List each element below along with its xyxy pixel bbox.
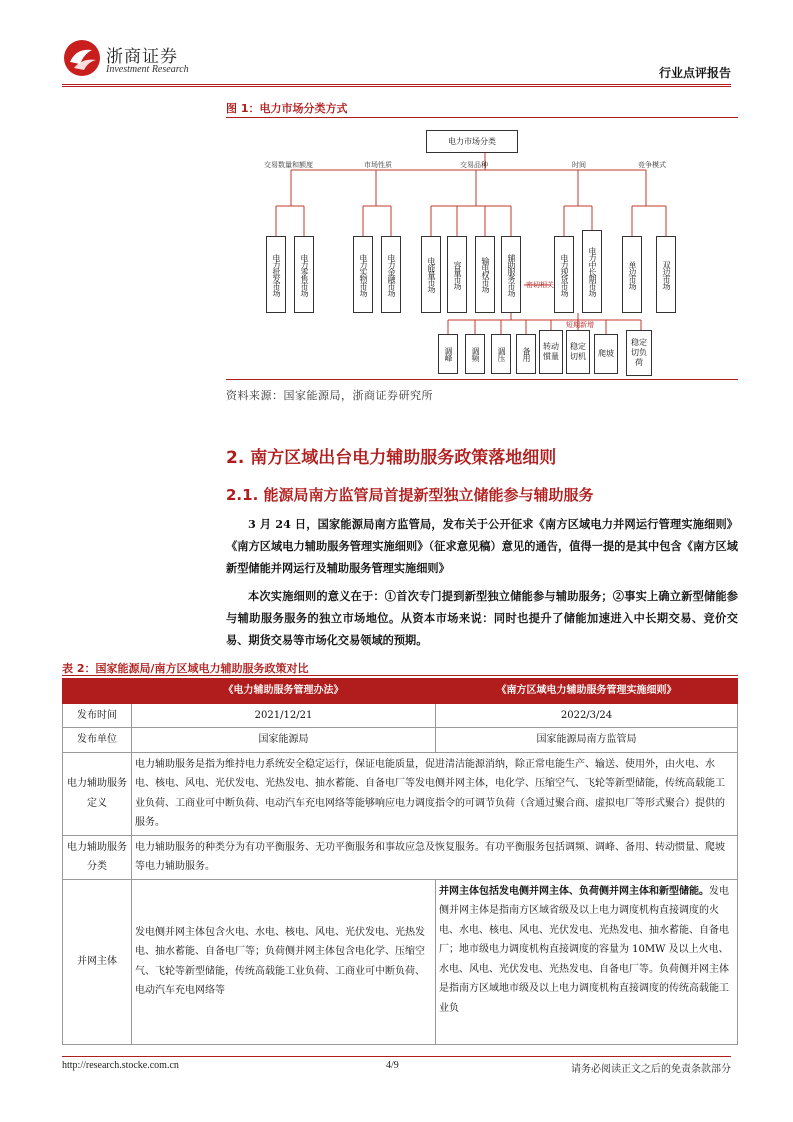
table-cell: 2021/12/21	[132, 703, 436, 728]
table-row	[63, 879, 738, 1044]
table-row	[63, 835, 738, 879]
table-cell-composite	[436, 879, 738, 1044]
group-label: 时间	[572, 161, 586, 169]
node-level1: 电力现货市场	[554, 236, 574, 313]
table-cell-bold-lead: 并网主体包括发电侧并网主体、负荷侧并网主体和新型储能。	[439, 885, 709, 897]
row-label: 发布时间	[63, 703, 132, 728]
root-node: 电力市场分类	[426, 130, 518, 153]
report-type: 行业点评报告	[658, 66, 731, 80]
node-level2: 转动惯量	[539, 330, 563, 374]
zheshang-logo-icon	[62, 38, 102, 78]
table-row	[63, 728, 738, 753]
row-label: 电力辅助服务分类	[63, 835, 132, 879]
table-cell: 发电侧并网主体包含火电、水电、核电、风电、光伏发电、光热发电、抽水蓄能、自备电厂等；负荷侧并网主体包含电化学、压缩空气、飞轮等新型储能，传统高载能工业负荷、工商业可中断负荷、电动汽车充电网络等	[132, 879, 436, 1044]
brand-name: 浙商证券	[106, 47, 178, 67]
table-cell-merged: 电力辅助服务的种类分为有功平衡服务、无功平衡服务和事故应急及恢复服务。有功平衡服务包括调频、调峰、备用、转动惯量、爬坡等电力辅助服务。	[132, 835, 738, 879]
node-level2: 调峰	[438, 334, 458, 374]
node-level1: 输电权市场	[475, 236, 495, 313]
section-title: 2. 南方区域出台电力辅助服务政策落地细则	[226, 448, 557, 468]
table-row	[63, 703, 738, 728]
market-classification-diagram	[226, 120, 738, 378]
node-level2: 稳定切负荷	[626, 330, 652, 376]
paragraph-significance: 本次实施细则的意义在于：①首次专门提到新型独立储能参与辅助服务；②事实上确立新型储能参与辅助服务服务的独立市场地位。从资本市场来说：同时也提升了储能加速进入中长期交易、竞价交易、期货交易等市场化交易领域的预期。	[226, 589, 738, 647]
group-label: 交易数量和额度	[264, 161, 313, 169]
node-level1: 电能量市场	[421, 236, 441, 313]
brand-subtitle: Investment Research	[106, 64, 189, 75]
table-cell: 国家能源局	[132, 728, 436, 753]
footer-rule	[62, 1056, 731, 1057]
group-label: 市场性质	[364, 161, 392, 169]
row-label: 发布单位	[63, 728, 132, 753]
figure-bottom-rule	[226, 379, 738, 380]
table-cell: 2022/3/24	[436, 703, 738, 728]
paragraph-announcement: 3 月 24 日，国家能源局南方监管局，发布关于公开征求《南方区域电力并网运行管理实施细则》《南方区域电力辅助服务管理实施细则》（征求意见稿）意见的通告，值得一提的是其中包含《南方区域新型储能并网运行及辅助服务管理实施细则》	[226, 517, 738, 575]
row-label: 并网主体	[63, 879, 132, 1044]
table-row	[63, 752, 738, 835]
node-level2: 稳定切机	[566, 330, 590, 374]
node-level1: 双边市场	[656, 236, 676, 313]
header-rule-secondary	[62, 86, 731, 87]
table-cell-merged: 电力辅助服务是指为维持电力系统安全稳定运行，保证电能质量，促进清洁能源消纳，除正常电能生产、输送、使用外，由火电、水电、核电、风电、光伏发电、光热发电、抽水蓄能、自备电厂等发电侧并网主体，电化学、压缩空气、飞轮等新型储能，传统高载能工业负荷、工商业可中断负荷、电动汽车充电网络等能够响应电力调度指令的可调节负荷（含通过聚合商、虚拟电厂等形式聚合）提供的服务。	[132, 752, 738, 835]
figure-title: 图 1：电力市场分类方式	[226, 102, 348, 115]
node-level2: 备用	[516, 334, 536, 374]
group-label: 竞争模式	[638, 161, 666, 169]
page-number: 4/9	[386, 1060, 399, 1071]
footer-url-link[interactable]: http://research.stocke.com.cn	[62, 1060, 179, 1071]
node-level1: 电力零售市场	[294, 236, 314, 313]
footer-disclaimer: 请务必阅读正文之后的免责条款部分	[571, 1064, 731, 1075]
table-cell: 国家能源局南方监管局	[436, 728, 738, 753]
node-level2: 爬坡	[594, 334, 618, 374]
figure-top-rule	[226, 117, 738, 118]
node-level1: 电力批发市场	[266, 236, 286, 313]
node-level1: 电力实物市场	[353, 236, 373, 313]
node-level2: 调压	[491, 334, 511, 374]
subsection-title: 2.1. 能源局南方监管局首提新型独立储能参与辅助服务	[226, 486, 594, 504]
node-level1: 辅助服务市场	[501, 236, 521, 313]
node-level1: 电力中长期市场	[582, 230, 602, 313]
header-rule	[62, 84, 731, 85]
node-level1: 容量市场	[447, 236, 467, 313]
table-header-row	[63, 679, 738, 704]
table-cell-body: 发电侧并网主体是指南方区域省级及以上电力调度机构直接调度的火电、水电、核电、风电、光伏发电、光热发电、抽水蓄能、自备电厂；地市级电力调度机构直接调度的容量为 10MW 及以上火电、水电、风电、光伏发电、光热发电、自备电厂等。负荷侧并网主体是指南方区域地市级及以上电力调度机构直接调度的传统高载能工业负	[439, 885, 729, 1014]
short-term-new-label: 短期新增	[566, 321, 594, 329]
group-label: 交易品种	[460, 161, 488, 169]
table-top-rule	[62, 675, 738, 676]
figure-source: 资料来源：国家能源局，浙商证券研究所	[226, 389, 433, 402]
header-empty-cell	[63, 679, 132, 704]
node-level1: 单边市场	[622, 236, 642, 313]
node-level1: 电力金融市场	[381, 236, 401, 313]
row-label: 电力辅助服务定义	[63, 752, 132, 835]
table-title: 表 2：国家能源局/南方区域电力辅助服务政策对比	[62, 662, 309, 675]
column-header: 《南方区域电力辅助服务管理实施细则》	[436, 679, 738, 704]
node-level2: 调频	[465, 334, 485, 374]
policy-comparison-table	[62, 678, 738, 1045]
column-header: 《电力辅助服务管理办法》	[132, 679, 436, 704]
closely-related-label: 密切相关	[526, 281, 554, 289]
